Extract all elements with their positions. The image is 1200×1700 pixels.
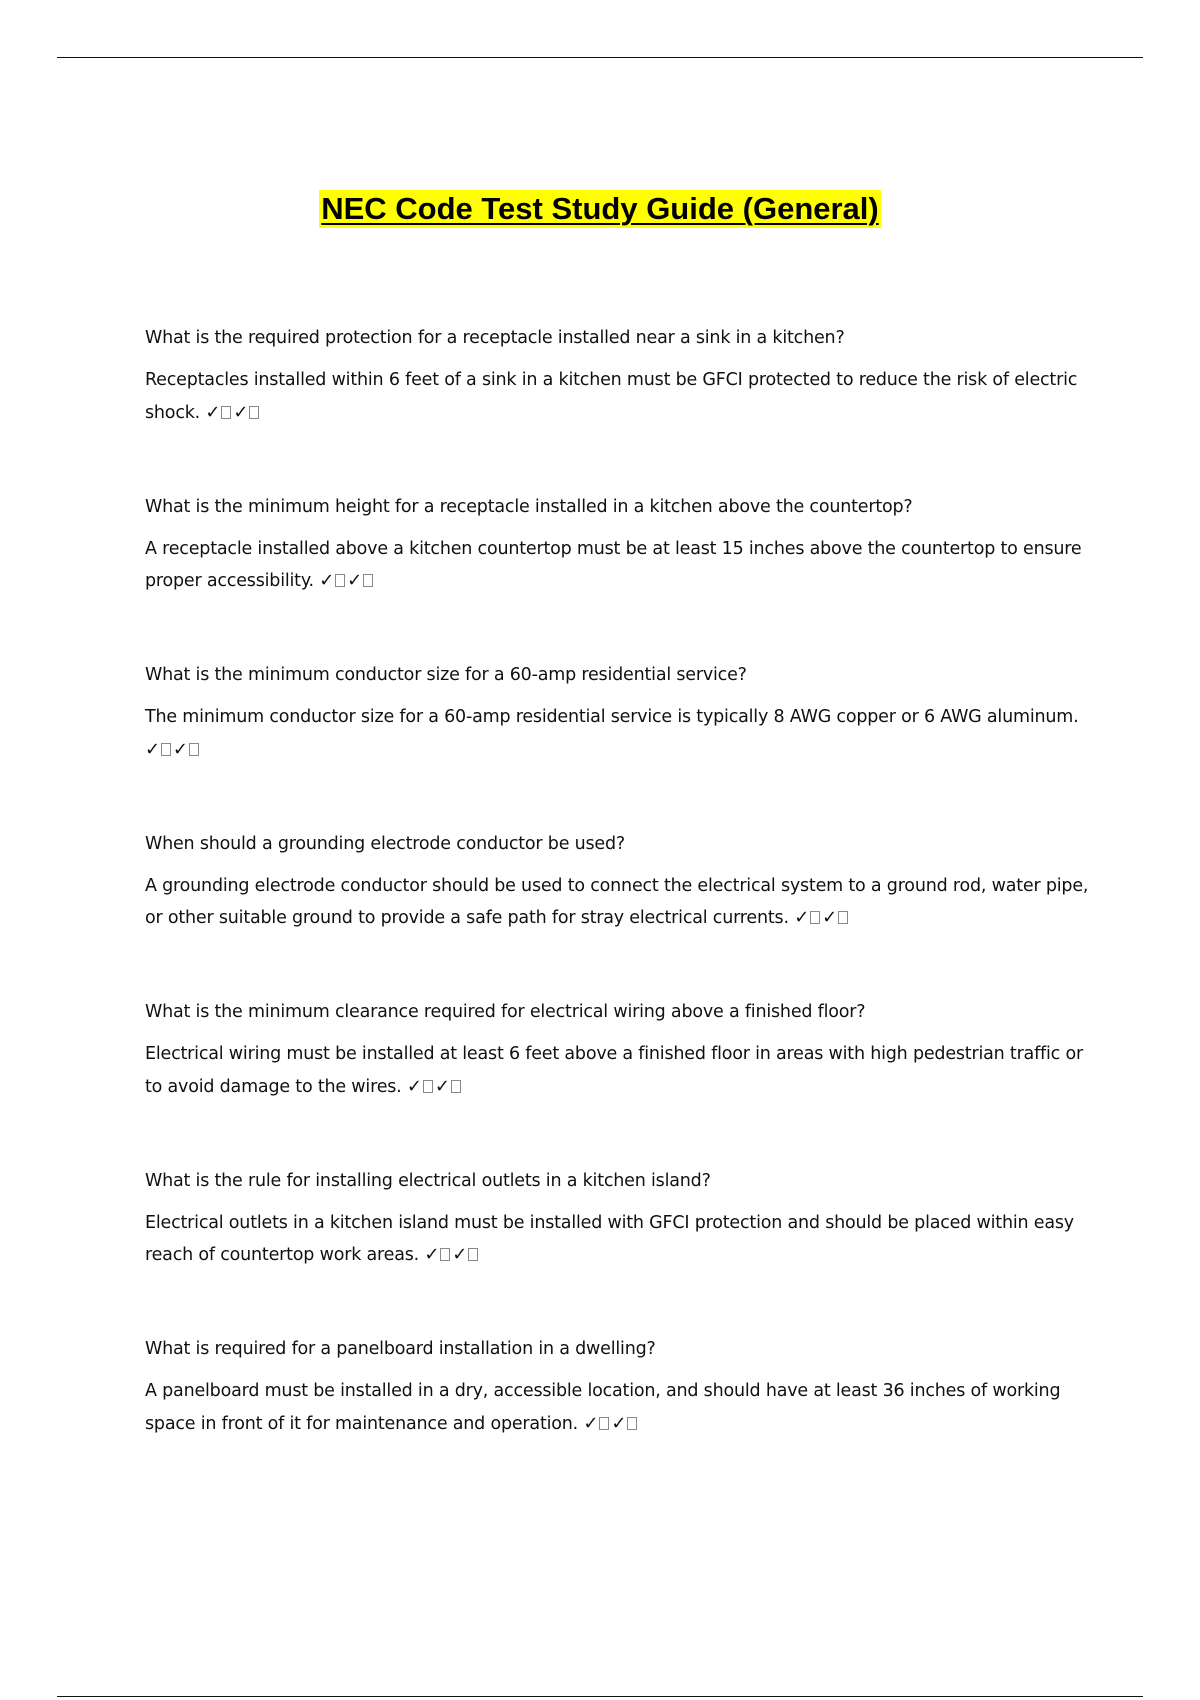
box-icon [249,406,259,419]
check-marks [794,908,850,928]
qa-item [145,491,1095,660]
answer-paragraph [145,365,1095,429]
check-marks [583,1414,639,1434]
box-icon [363,574,373,587]
answer-paragraph [145,534,1095,598]
qa-item [145,1333,1095,1502]
box-icon [161,743,171,756]
check-icon: ✓ [172,738,188,760]
page-title: NEC Code Test Study Guide (General) [321,191,879,226]
answer-text: A receptacle installed above a kitchen countertop must be at least 15 inches above the countertop to ensure proper accessibility. [145,538,1082,591]
qa-list [145,322,1095,1502]
question-text: When should a grounding electrode conductor be used? [145,833,625,854]
qa-item [145,828,1095,997]
answer-paragraph [145,1039,1095,1103]
answer-text: Electrical wiring must be installed at least 6 feet above a finished floor in areas with high pedestrian traffic or to avoid damage to the wires. [145,1044,1083,1097]
question-text: What is required for a panelboard installation in a dwelling? [145,1339,656,1359]
check-icon: ✓ [794,907,810,928]
answer-paragraph [145,1376,1095,1440]
check-icon: ✓ [424,1244,440,1265]
top-divider [57,57,1143,58]
bottom-divider [57,1696,1143,1697]
check-icon: ✓ [347,570,363,591]
check-icon: ✓ [145,738,160,760]
box-icon [440,1248,450,1261]
check-marks [205,403,261,423]
question-text: What is the minimum height for a receptacle installed in a kitchen above the countertop? [145,496,913,517]
box-icon [627,1417,637,1430]
answer-text: A grounding electrode conductor should be used to connect the electrical system to a ground rod, water pipe, or other suitable ground to provide a safe path for stray electrical currents. [145,875,1089,928]
answer-paragraph [145,702,1095,766]
qa-item [145,996,1095,1165]
check-icon: ✓ [583,1412,599,1434]
box-icon [599,1417,609,1430]
answer-paragraph [145,871,1095,935]
check-icon: ✓ [205,401,221,423]
check-icon: ✓ [611,1412,627,1434]
check-icon: ✓ [233,401,249,423]
box-icon [838,911,848,924]
check-marks [424,1245,480,1265]
box-icon [810,911,820,924]
check-marks [145,740,201,760]
question-text: What is the minimum clearance required for electrical wiring above a finished floor? [145,1002,866,1022]
check-icon: ✓ [319,570,335,591]
check-icon: ✓ [822,907,837,928]
answer-text: The minimum conductor size for a 60-amp residential service is typically 8 AWG copper or 6 AWG aluminum. [145,707,1079,727]
check-marks [319,571,375,591]
check-icon: ✓ [406,1075,422,1097]
box-icon [189,743,199,756]
box-icon [451,1080,461,1093]
answer-text: Electrical outlets in a kitchen island must be installed with GFCI protection and should be placed within easy reach of countertop work areas. [145,1212,1074,1265]
check-icon: ✓ [452,1244,468,1265]
question-text: What is the minimum conductor size for a 60-amp residential service? [145,665,747,685]
answer-text: Receptacles installed within 6 feet of a sink in a kitchen must be GFCI protected to reduce the risk of electric shock. [145,370,1078,423]
box-icon [221,406,231,419]
box-icon [468,1248,478,1261]
qa-item [145,659,1095,828]
check-icon: ✓ [434,1075,450,1097]
question-text: What is the required protection for a receptacle installed near a sink in a kitchen? [145,328,845,348]
answer-text: A panelboard must be installed in a dry, accessible location, and should have at least 36 inches of working space in front of it for maintenance and operation. [145,1381,1061,1434]
answer-paragraph [145,1208,1095,1272]
qa-item [145,322,1095,491]
qa-item [145,1165,1095,1334]
title-block [0,190,1200,228]
question-text: What is the rule for installing electrical outlets in a kitchen island? [145,1170,711,1191]
box-icon [423,1080,433,1093]
check-marks [407,1077,463,1097]
box-icon [335,574,345,587]
